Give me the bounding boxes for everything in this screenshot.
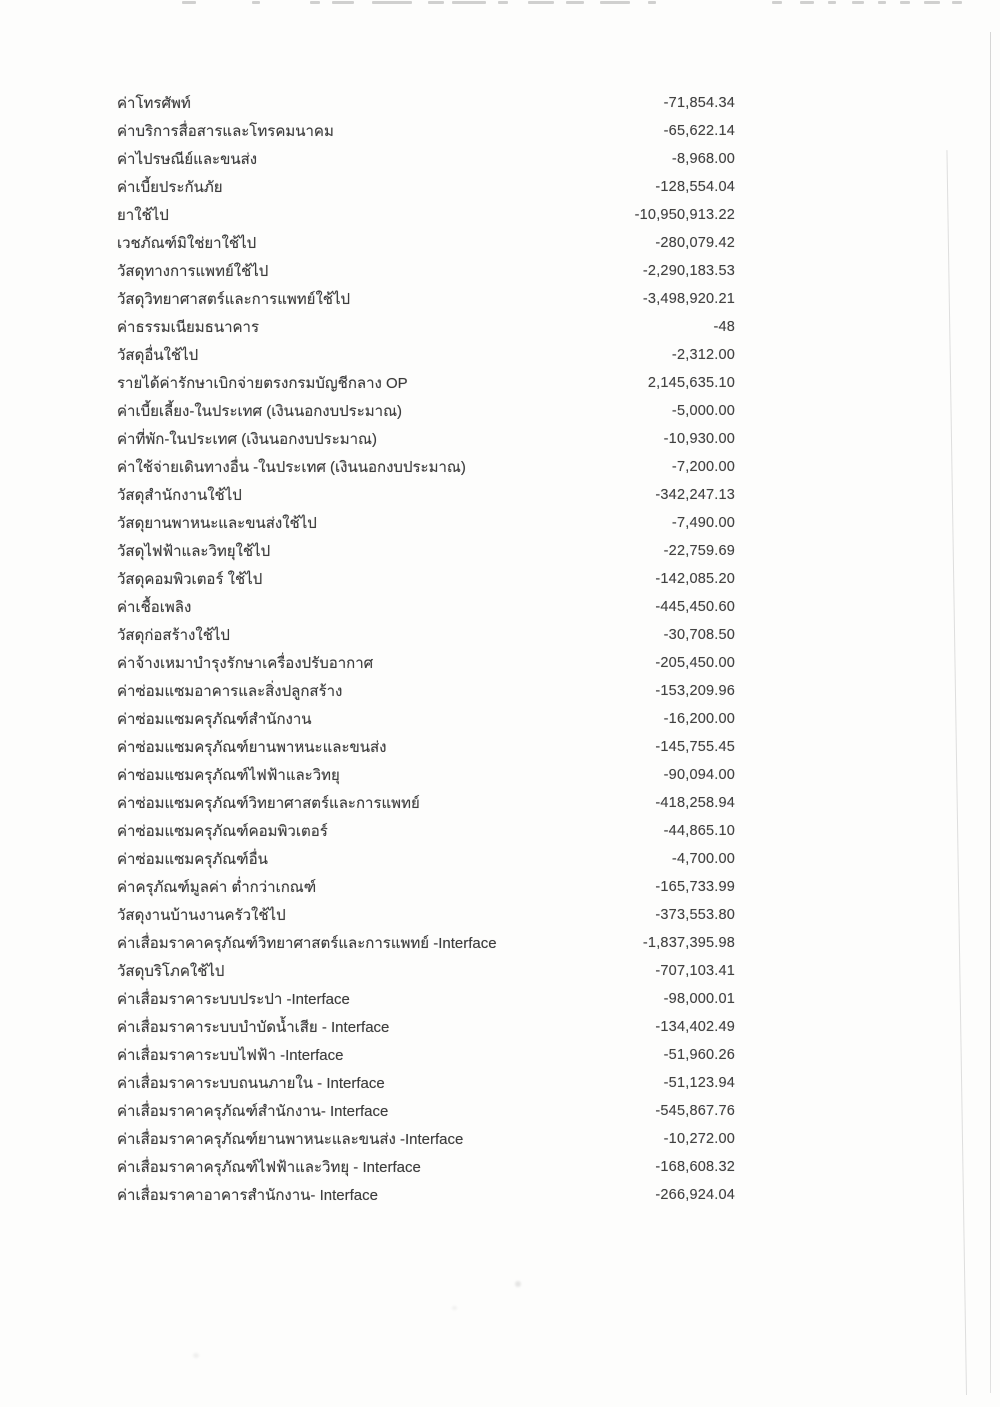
table-row bbox=[117, 789, 735, 817]
row-amount: -128,554.04 bbox=[655, 179, 735, 195]
row-label: ค่าจ้างเหมาบำรุงรักษาเครื่องปรับอากาศ bbox=[117, 655, 374, 672]
row-label: ค่าเสื่อมราคาครุภัณฑ์ไฟฟ้าและวิทยุ - Interface bbox=[117, 1159, 421, 1176]
row-amount: -445,450.60 bbox=[655, 599, 735, 615]
scan-artifact-speck bbox=[515, 1281, 521, 1287]
row-label: วัสดุบริโภคใช้ไป bbox=[117, 963, 225, 980]
table-row bbox=[117, 117, 735, 145]
table-row bbox=[117, 257, 735, 285]
row-amount: -4,700.00 bbox=[671, 851, 735, 867]
row-label: ค่าเบี้ยประกันภัย bbox=[117, 179, 223, 196]
row-label: ค่าเสื่อมราคาระบบบำบัดน้ำเสีย - Interface bbox=[117, 1019, 390, 1036]
row-amount: -2,312.00 bbox=[671, 347, 735, 363]
table-row bbox=[117, 537, 735, 565]
row-label: วัสดุไฟฟ้าและวิทยุใช้ไป bbox=[117, 543, 271, 560]
expense-ledger bbox=[117, 89, 735, 1209]
table-row bbox=[117, 649, 735, 677]
row-amount: -98,000.01 bbox=[663, 991, 735, 1007]
table-row bbox=[117, 173, 735, 201]
row-label: ค่าซ่อมแซมอาคารและสิ่งปลูกสร้าง bbox=[117, 683, 343, 700]
row-label: ค่าเสื่อมราคาอาคารสำนักงาน- Interface bbox=[117, 1187, 378, 1204]
row-amount: -7,490.00 bbox=[671, 515, 735, 531]
row-amount: 2,145,635.10 bbox=[647, 375, 735, 391]
row-amount: -2,290,183.53 bbox=[642, 263, 735, 279]
row-label: ค่าเสื่อมราคาครุภัณฑ์วิทยาศาสตร์และการแพทย์ -Interface bbox=[117, 935, 497, 952]
row-label: ค่าครุภัณฑ์มูลค่า ต่ำกว่าเกณฑ์ bbox=[117, 879, 317, 896]
row-label: วัสดุวิทยาศาสตร์และการแพทย์ใช้ไป bbox=[117, 291, 351, 308]
row-label: ค่าซ่อมแซมครุภัณฑ์สำนักงาน bbox=[117, 711, 312, 728]
table-row bbox=[117, 313, 735, 341]
row-label: ค่าที่พัก-ในประเทศ (เงินนอกงบประมาณ) bbox=[117, 431, 377, 448]
table-row bbox=[117, 957, 735, 985]
row-amount: -134,402.49 bbox=[655, 1019, 735, 1035]
table-row bbox=[117, 229, 735, 257]
table-row bbox=[117, 201, 735, 229]
row-label: ค่าโทรศัพท์ bbox=[117, 95, 191, 112]
table-row bbox=[117, 481, 735, 509]
row-amount: -16,200.00 bbox=[663, 711, 735, 727]
row-amount: -418,258.94 bbox=[655, 795, 735, 811]
row-amount: -51,960.26 bbox=[663, 1047, 735, 1063]
table-row bbox=[117, 761, 735, 789]
row-amount: -342,247.13 bbox=[655, 487, 735, 503]
table-row bbox=[117, 733, 735, 761]
row-amount: -10,930.00 bbox=[663, 431, 735, 447]
row-amount: -1,837,395.98 bbox=[642, 935, 735, 951]
row-label: ค่าใช้จ่ายเดินทางอื่น -ในประเทศ (เงินนอกงบประมาณ) bbox=[117, 459, 466, 476]
row-label: ค่าเบี้ยเลี้ยง-ในประเทศ (เงินนอกงบประมาณ) bbox=[117, 403, 402, 420]
row-amount: -22,759.69 bbox=[663, 543, 735, 559]
row-amount: -48 bbox=[713, 319, 735, 335]
table-row bbox=[117, 621, 735, 649]
row-label: ค่าเสื่อมราคาระบบประปา -Interface bbox=[117, 991, 350, 1008]
row-amount: -165,733.99 bbox=[655, 879, 735, 895]
table-row bbox=[117, 873, 735, 901]
table-row bbox=[117, 425, 735, 453]
table-row bbox=[117, 453, 735, 481]
table-row bbox=[117, 929, 735, 957]
row-label: ค่าเสื่อมราคาระบบไฟฟ้า -Interface bbox=[117, 1047, 344, 1064]
row-label: ค่าซ่อมแซมครุภัณฑ์ยานพาหนะและขนส่ง bbox=[117, 739, 387, 756]
table-row bbox=[117, 1153, 735, 1181]
row-amount: -51,123.94 bbox=[663, 1075, 735, 1091]
table-row bbox=[117, 397, 735, 425]
table-row bbox=[117, 89, 735, 117]
table-row bbox=[117, 817, 735, 845]
row-label: ค่าธรรมเนียมธนาคาร bbox=[117, 319, 260, 336]
row-label: ค่าบริการสื่อสารและโทรคมนาคม bbox=[117, 123, 334, 140]
table-row bbox=[117, 705, 735, 733]
row-amount: -266,924.04 bbox=[655, 1187, 735, 1203]
row-amount: -168,608.32 bbox=[655, 1159, 735, 1175]
row-amount: -142,085.20 bbox=[655, 571, 735, 587]
row-label: รายได้ค่ารักษาเบิกจ่ายตรงกรมบัญชีกลาง OP bbox=[117, 375, 408, 392]
scan-artifact-speck bbox=[193, 1353, 199, 1358]
row-amount: -373,553.80 bbox=[655, 907, 735, 923]
row-label: ค่าซ่อมแซมครุภัณฑ์อื่น bbox=[117, 851, 268, 868]
row-amount: -3,498,920.21 bbox=[642, 291, 735, 307]
row-amount: -205,450.00 bbox=[655, 655, 735, 671]
table-row bbox=[117, 1041, 735, 1069]
row-label: ค่าซ่อมแซมครุภัณฑ์ไฟฟ้าและวิทยุ bbox=[117, 767, 340, 784]
row-label: ค่าซ่อมแซมครุภัณฑ์วิทยาศาสตร์และการแพทย์ bbox=[117, 795, 420, 812]
scan-artifact-right-line-2 bbox=[946, 150, 967, 1395]
table-row bbox=[117, 901, 735, 929]
table-row bbox=[117, 845, 735, 873]
row-amount: -30,708.50 bbox=[663, 627, 735, 643]
row-label: วัสดุงานบ้านงานครัวใช้ไป bbox=[117, 907, 286, 924]
table-row bbox=[117, 1069, 735, 1097]
table-row bbox=[117, 1097, 735, 1125]
scan-artifact-top-edge bbox=[0, 0, 1000, 6]
table-row bbox=[117, 341, 735, 369]
row-label: วัสดุยานพาหนะและขนส่งใช้ไป bbox=[117, 515, 317, 532]
scan-artifact-speck bbox=[452, 1306, 457, 1310]
scan-artifact-right-line bbox=[990, 32, 992, 1393]
row-label: เวชภัณฑ์มิใช่ยาใช้ไป bbox=[117, 235, 257, 252]
row-amount: -8,968.00 bbox=[671, 151, 735, 167]
table-row bbox=[117, 565, 735, 593]
row-amount: -7,200.00 bbox=[671, 459, 735, 475]
row-amount: -545,867.76 bbox=[655, 1103, 735, 1119]
table-row bbox=[117, 1013, 735, 1041]
row-amount: -707,103.41 bbox=[655, 963, 735, 979]
table-row bbox=[117, 285, 735, 313]
table-row bbox=[117, 593, 735, 621]
table-row bbox=[117, 985, 735, 1013]
row-amount: -71,854.34 bbox=[663, 95, 735, 111]
row-label: ค่าเสื่อมราคาครุภัณฑ์ยานพาหนะและขนส่ง -Interface bbox=[117, 1131, 464, 1148]
table-row bbox=[117, 509, 735, 537]
table-row bbox=[117, 1125, 735, 1153]
row-label: วัสดุคอมพิวเตอร์ ใช้ไป bbox=[117, 571, 263, 588]
table-row bbox=[117, 677, 735, 705]
row-amount: -153,209.96 bbox=[655, 683, 735, 699]
row-label: ค่าซ่อมแซมครุภัณฑ์คอมพิวเตอร์ bbox=[117, 823, 328, 840]
table-row bbox=[117, 145, 735, 173]
row-amount: -5,000.00 bbox=[671, 403, 735, 419]
row-label: ค่าเสื่อมราคาระบบถนนภายใน - Interface bbox=[117, 1075, 385, 1092]
row-amount: -280,079.42 bbox=[655, 235, 735, 251]
table-row bbox=[117, 1181, 735, 1209]
row-label: ค่าเชื้อเพลิง bbox=[117, 599, 192, 616]
row-label: ยาใช้ไป bbox=[117, 207, 169, 224]
row-label: วัสดุก่อสร้างใช้ไป bbox=[117, 627, 230, 644]
row-label: ค่าไปรษณีย์และขนส่ง bbox=[117, 151, 258, 168]
row-label: วัสดุอื่นใช้ไป bbox=[117, 347, 199, 364]
row-amount: -10,272.00 bbox=[663, 1131, 735, 1147]
row-amount: -145,755.45 bbox=[655, 739, 735, 755]
row-label: วัสดุสำนักงานใช้ไป bbox=[117, 487, 242, 504]
row-label: วัสดุทางการแพทย์ใช้ไป bbox=[117, 263, 269, 280]
row-label: ค่าเสื่อมราคาครุภัณฑ์สำนักงาน- Interface bbox=[117, 1103, 389, 1120]
table-row bbox=[117, 369, 735, 397]
row-amount: -90,094.00 bbox=[663, 767, 735, 783]
row-amount: -44,865.10 bbox=[663, 823, 735, 839]
row-amount: -65,622.14 bbox=[663, 123, 735, 139]
row-amount: -10,950,913.22 bbox=[634, 207, 735, 223]
